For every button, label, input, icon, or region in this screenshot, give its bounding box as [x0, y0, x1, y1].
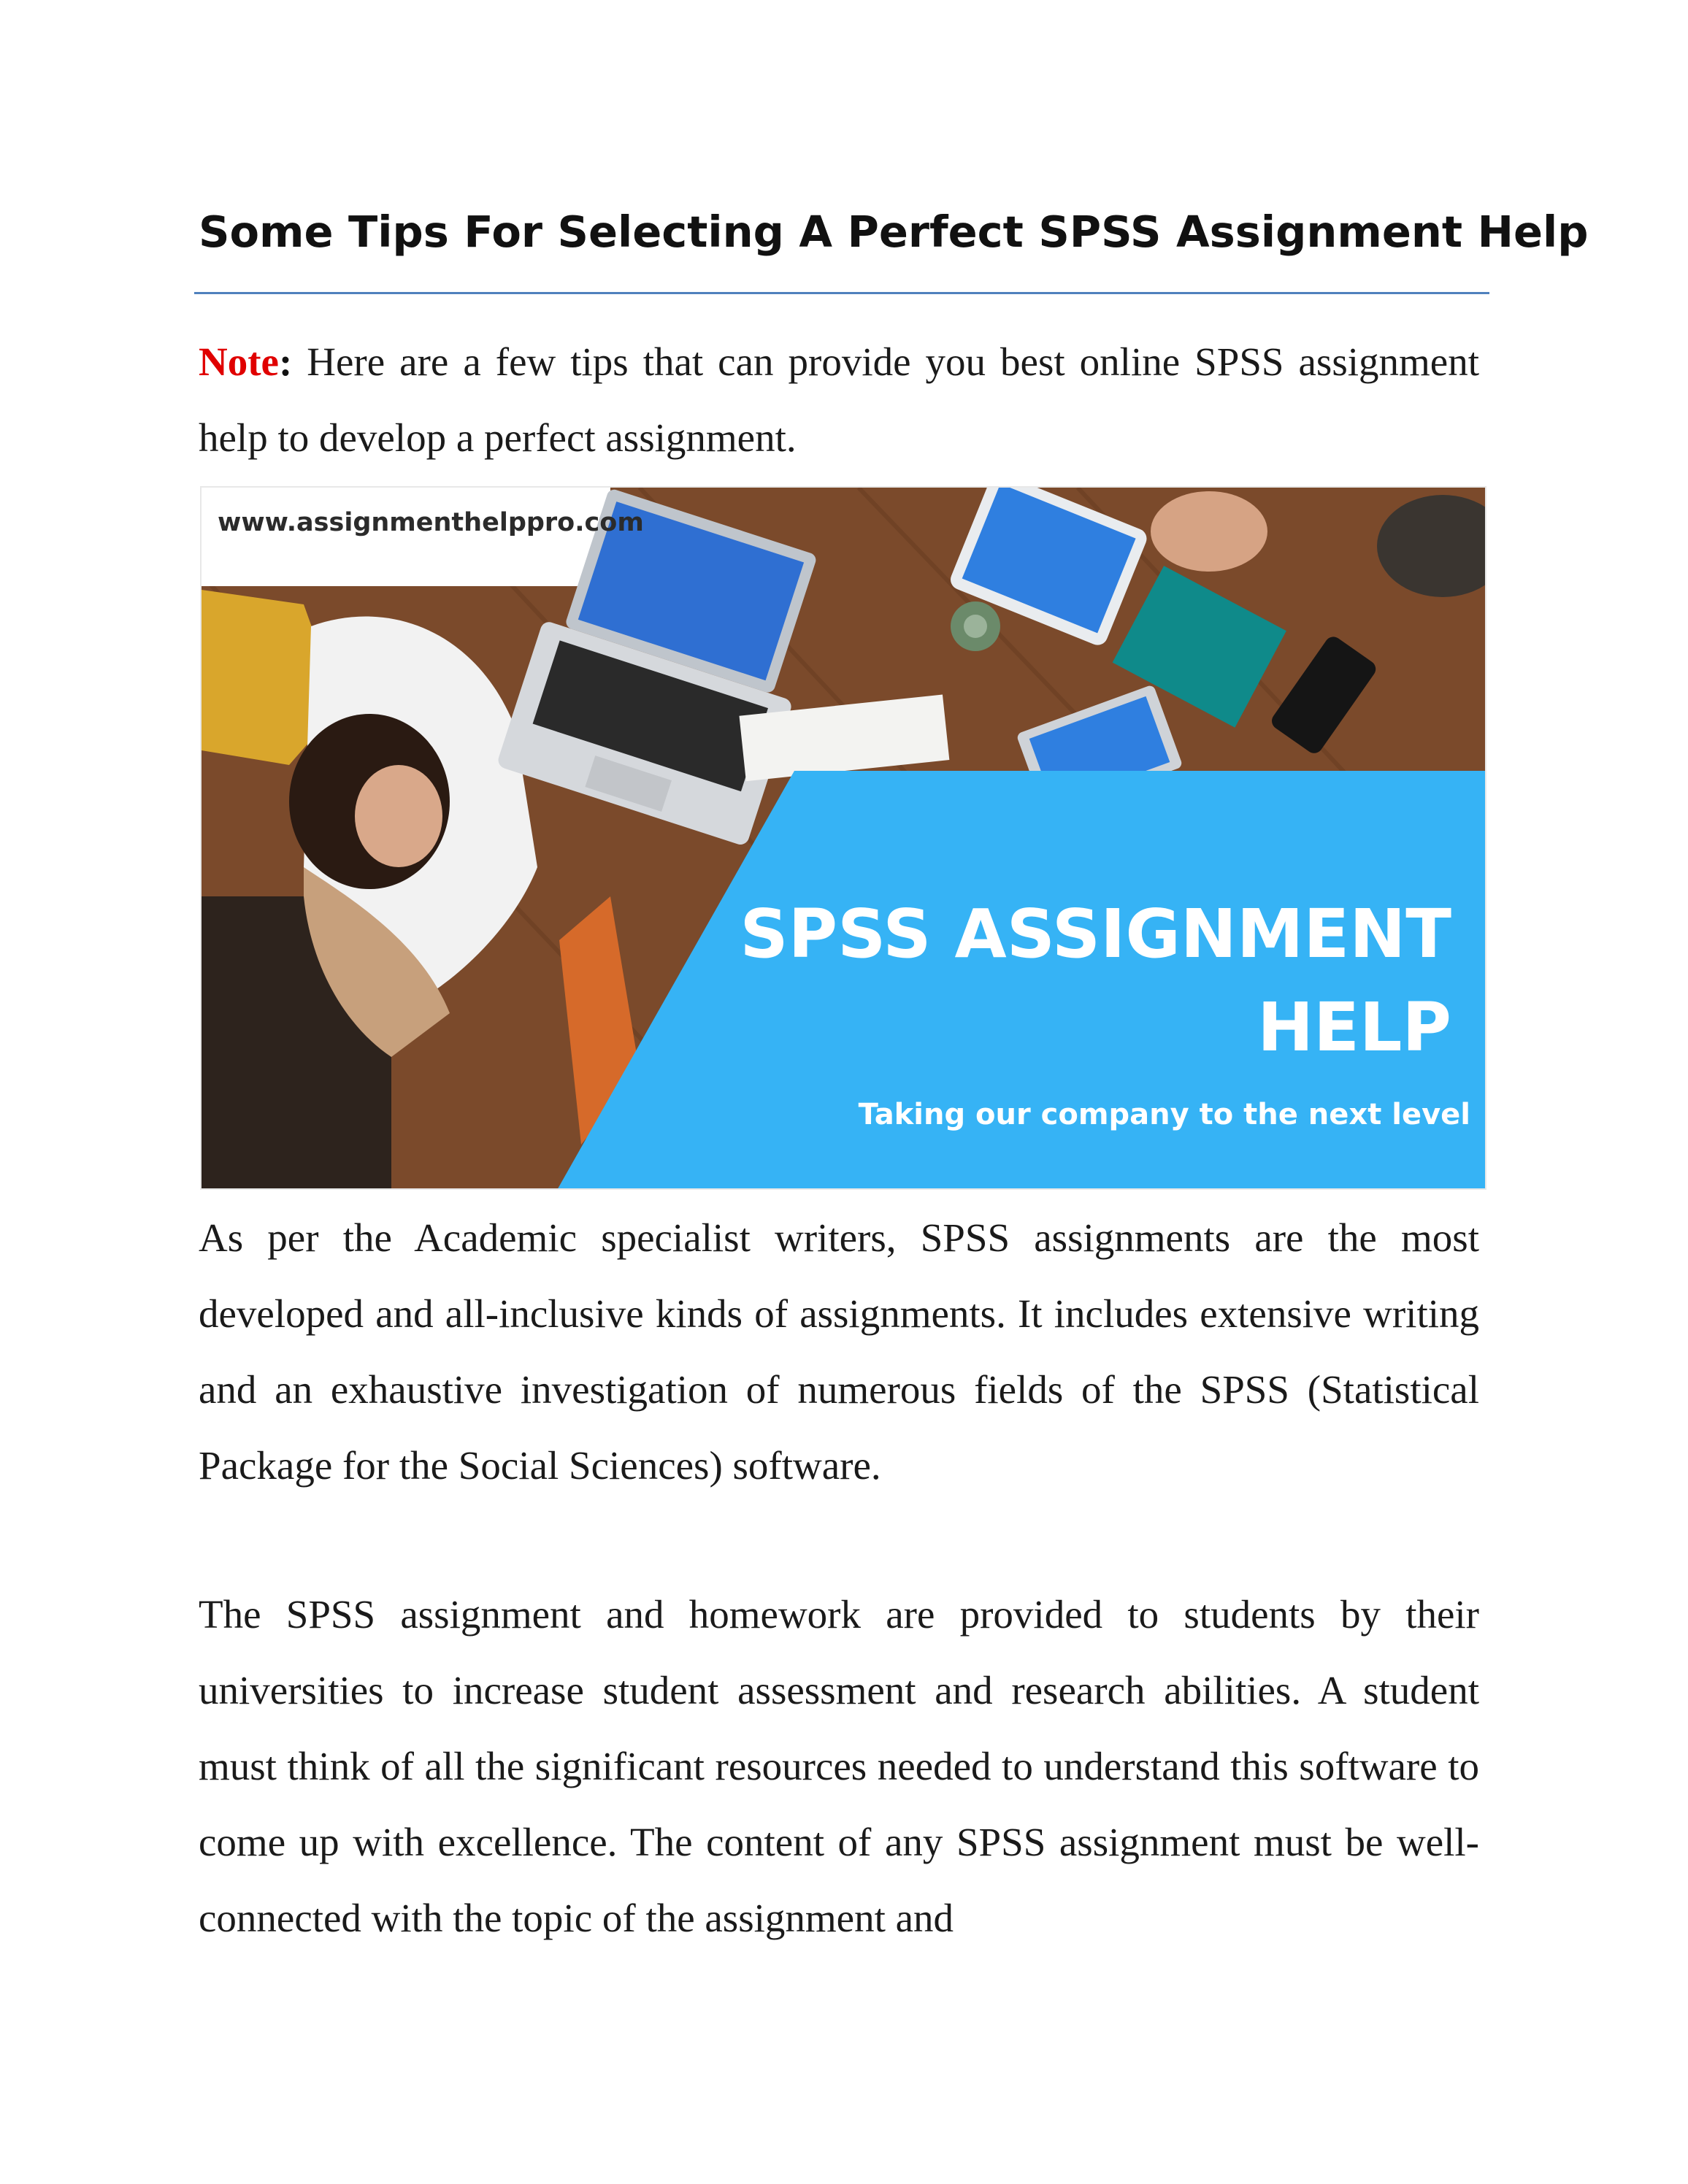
banner-heading-line1: SPSS ASSIGNMENT — [740, 895, 1451, 973]
banner-tagline: Taking our company to the next level — [858, 1098, 1470, 1131]
body-paragraph-1: As per the Academic specialist writers, SPSS assignments are the most developed and all-inclusive kinds of assignments. It includes extensive writing and an exhaustive investigation of numerous fields of the SPSS (Statistical Package for the Social Sciences) software. — [199, 1215, 1479, 1488]
page-title: Some Tips For Selecting A Perfect SPSS Assignment Help — [199, 207, 1589, 257]
body-paragraph-2: The SPSS assignment and homework are provided to students by their universities to increase student assessment and research abilities. A student must think of all the significant resources needed to understand this software to come up with excellence. The content of any SPSS assignment must be well-connected with the topic of the assignment and — [199, 1592, 1479, 1940]
banner-photo-illustration — [202, 488, 1486, 1190]
banner-heading-line2: HELP — [1257, 988, 1451, 1066]
spss-banner-image — [200, 486, 1486, 1190]
note-paragraph — [199, 324, 1479, 476]
banner-url: www.assignmenthelppro.com — [218, 508, 644, 537]
title-underline — [194, 292, 1489, 294]
note-colon: : — [278, 339, 293, 384]
banner-heading — [740, 888, 1451, 1074]
note-text: Here are a few tips that can provide you best online SPSS assignment help to develop a perfect assignment. — [199, 339, 1479, 460]
note-label: Note — [199, 339, 279, 384]
